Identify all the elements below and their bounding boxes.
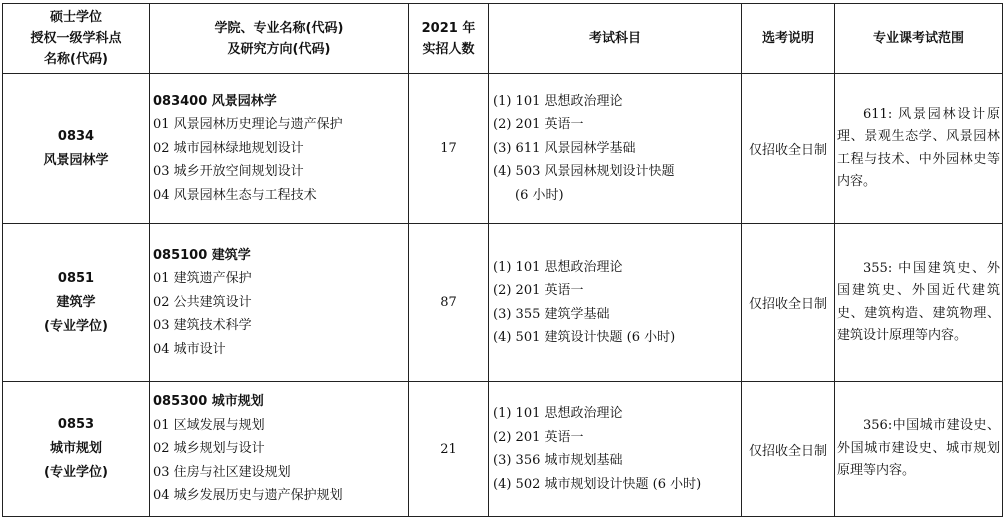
subject-item: (2) 201 英语一 bbox=[493, 429, 584, 445]
major-title: 085300 城市规划 bbox=[153, 394, 264, 410]
direction-item: 03 建筑技术科学 bbox=[153, 318, 252, 334]
subject-item: (3) 611 风景园林学基础 bbox=[493, 140, 636, 156]
direction-item: 04 城乡发展历史与遗产保护规划 bbox=[153, 488, 343, 504]
subject-item: (2) 201 英语一 bbox=[493, 283, 584, 298]
header-subjects: 考试科目 bbox=[489, 4, 742, 74]
direction-item: 04 城市设计 bbox=[153, 341, 226, 357]
admissions-table bbox=[2, 3, 1003, 517]
scope-cell: 356:中国城市建设史、外国城市建设史、城市规划原理等内容。 bbox=[835, 382, 1003, 517]
subject-item: (3) 355 建筑学基础 bbox=[493, 306, 610, 322]
subjects-cell bbox=[489, 74, 742, 224]
subject-item-extra: (6 小时) bbox=[515, 187, 564, 203]
enrollment-count: 87 bbox=[409, 224, 489, 382]
header-directions: 学院、专业名称(代码) 及研究方向(代码) bbox=[150, 4, 409, 74]
discipline-cell: 0853 城市规划 (专业学位) bbox=[3, 382, 150, 517]
direction-item: 01 区域发展与规划 bbox=[153, 417, 265, 433]
subject-item: (4) 502 城市规划设计快题 (6 小时) bbox=[493, 476, 702, 492]
subject-item: (4) 501 建筑设计快题 (6 小时) bbox=[493, 330, 676, 345]
directions-cell bbox=[150, 74, 409, 224]
table-row bbox=[3, 224, 1003, 382]
discipline-cell: 0834 风景园林学 bbox=[3, 74, 150, 224]
subject-item: (1) 101 思想政治理论 bbox=[493, 259, 623, 275]
subjects-cell bbox=[489, 382, 742, 517]
direction-item: 02 公共建筑设计 bbox=[153, 294, 252, 310]
enrollment-count: 21 bbox=[409, 382, 489, 517]
subject-item: (1) 101 思想政治理论 bbox=[493, 93, 623, 109]
subject-item: (1) 101 思想政治理论 bbox=[493, 406, 623, 421]
note-cell: 仅招收全日制 bbox=[742, 74, 835, 224]
major-title: 085100 建筑学 bbox=[153, 247, 251, 263]
subject-item: (4) 503 风景园林规划设计快题 bbox=[493, 164, 675, 180]
direction-item: 02 城市园林绿地规划设计 bbox=[153, 140, 304, 156]
scope-cell: 355: 中国建筑史、外国建筑史、外国近代建筑史、建筑构造、建筑物理、建筑设计原理等内容。 bbox=[835, 224, 1003, 382]
discipline-cell: 0851 建筑学 (专业学位) bbox=[3, 224, 150, 382]
directions-cell bbox=[150, 382, 409, 517]
header-row bbox=[3, 4, 1003, 74]
direction-item: 03 住房与社区建设规划 bbox=[153, 464, 291, 480]
enrollment-count: 17 bbox=[409, 74, 489, 224]
header-count: 2021 年 实招人数 bbox=[409, 4, 489, 74]
direction-item: 03 城乡开放空间规划设计 bbox=[153, 164, 304, 180]
note-cell: 仅招收全日制 bbox=[742, 224, 835, 382]
direction-item: 01 建筑遗产保护 bbox=[153, 271, 252, 287]
direction-item: 01 风景园林历史理论与遗产保护 bbox=[153, 117, 343, 133]
scope-cell: 611: 风景园林设计原理、景观生态学、风景园林工程与技术、中外园林史等内容。 bbox=[835, 74, 1003, 224]
major-title: 083400 风景园林学 bbox=[153, 93, 277, 109]
header-discipline: 硕士学位 授权一级学科点 名称(代码) bbox=[3, 4, 150, 74]
table-row bbox=[3, 382, 1003, 517]
subjects-cell bbox=[489, 224, 742, 382]
header-scope: 专业课考试范围 bbox=[835, 4, 1003, 74]
directions-cell bbox=[150, 224, 409, 382]
subject-item: (2) 201 英语一 bbox=[493, 117, 584, 133]
note-cell: 仅招收全日制 bbox=[742, 382, 835, 517]
subject-item: (3) 356 城市规划基础 bbox=[493, 453, 623, 468]
direction-item: 04 风景园林生态与工程技术 bbox=[153, 187, 317, 203]
header-note: 选考说明 bbox=[742, 4, 835, 74]
table-row bbox=[3, 74, 1003, 224]
direction-item: 02 城乡规划与设计 bbox=[153, 441, 265, 457]
